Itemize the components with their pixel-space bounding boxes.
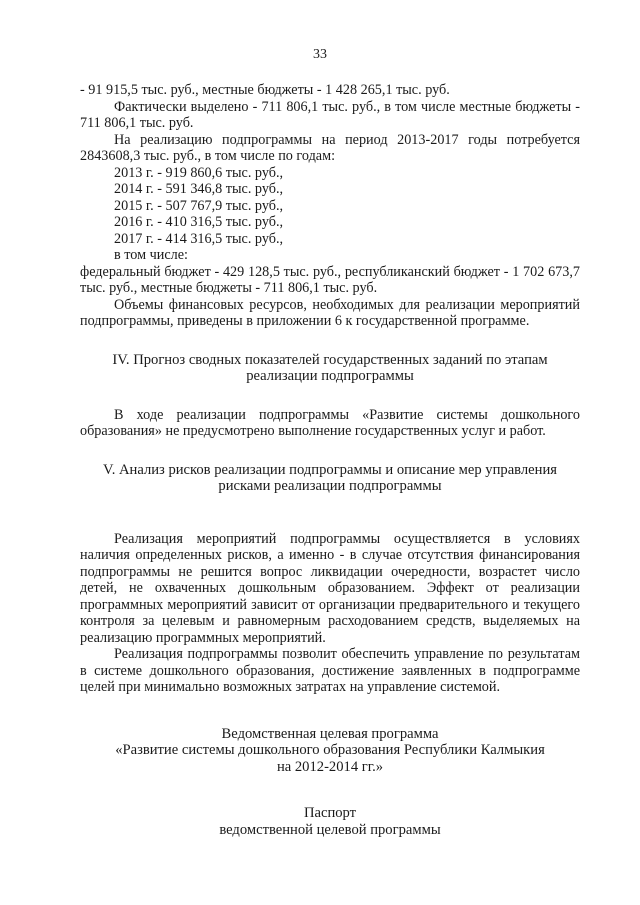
paragraph-resource-volumes: Объемы финансовых ресурсов, необходимых для реализации мероприятий подпрограммы, приведены в приложении 6 к государственной программе.	[80, 296, 580, 329]
paragraph-budget-breakdown: федеральный бюджет - 429 128,5 тыс. руб., республиканский бюджет - 1 702 673,7 тыс. руб., местные бюджеты - 711 806,1 тыс. руб.	[80, 263, 580, 296]
passport-title-line-1: Паспорт	[303, 805, 357, 821]
paragraph-required-funding: На реализацию подпрограммы на период 2013-2017 годы потребуется 2843608,3 тыс. руб., в том числе по годам:	[80, 131, 580, 164]
section-5-paragraph-risks: Реализация мероприятий подпрограммы осуществляется в условиях наличия определенных рисков, а именно - в случае отсутствия финансирования подпрограммы не решится вопрос ликвидации очередности, возрастет число детей, не охваченных дошкольным образованием. Эффект от реализации программных мероприятий зависит от организации предварительного и текущего контроля за целевым и равномерным расходованием средств, выделяемых на реализацию программных мероприятий.	[80, 530, 580, 646]
paragraph-actual-allocation: Фактически выделено - 711 806,1 тыс. руб., в том числе местные бюджеты - 711 806,1 тыс. руб.	[80, 98, 580, 131]
passport-title-line-2: ведомственной целевой программы	[219, 821, 441, 838]
program-title-line-2: «Развитие системы дошкольного образования Республики Калмыкия	[115, 742, 545, 758]
list-item: 2013 г. - 919 860,6 тыс. руб.,	[114, 164, 284, 181]
program-title-line-3: на 2012-2014 гг.»	[276, 758, 384, 775]
list-item: 2014 г. - 591 346,8 тыс. руб.,	[114, 181, 284, 197]
list-item: 2015 г. - 507 767,9 тыс. руб.,	[114, 197, 284, 214]
section-4-heading-line-1: IV. Прогноз сводных показателей государственных заданий по этапам	[112, 351, 548, 368]
continued-budget-line: - 91 915,5 тыс. руб., местные бюджеты - 1 428 265,1 тыс. руб.	[80, 82, 450, 98]
document-body	[80, 82, 580, 838]
section-5-heading-line-1: V. Анализ рисков реализации подпрограммы и описание мер управления	[103, 461, 557, 478]
list-item: 2017 г. - 414 316,5 тыс. руб.,	[114, 230, 284, 247]
program-title-line-1: Ведомственная целевая программа	[221, 725, 439, 742]
section-4-paragraph: В ходе реализации подпрограммы «Развитие системы дошкольного образования» не предусмотрено выполнение государственных услуг и работ.	[80, 406, 580, 439]
section-4-heading-line-2: реализации подпрограммы	[246, 368, 414, 384]
section-5-heading-line-2: рисками реализации подпрограммы	[218, 478, 442, 494]
section-5-paragraph-management: Реализация подпрограммы позволит обеспечить управление по результатам в системе дошкольного образования, достижение заявленных в подпрограмме целей при минимально возможных затратах на управление системой.	[80, 646, 580, 695]
page-number: 33	[313, 47, 327, 62]
list-item: 2016 г. - 410 316,5 тыс. руб.,	[114, 214, 284, 230]
funding-by-year-list	[80, 165, 580, 264]
list-item: в том числе:	[114, 247, 188, 263]
